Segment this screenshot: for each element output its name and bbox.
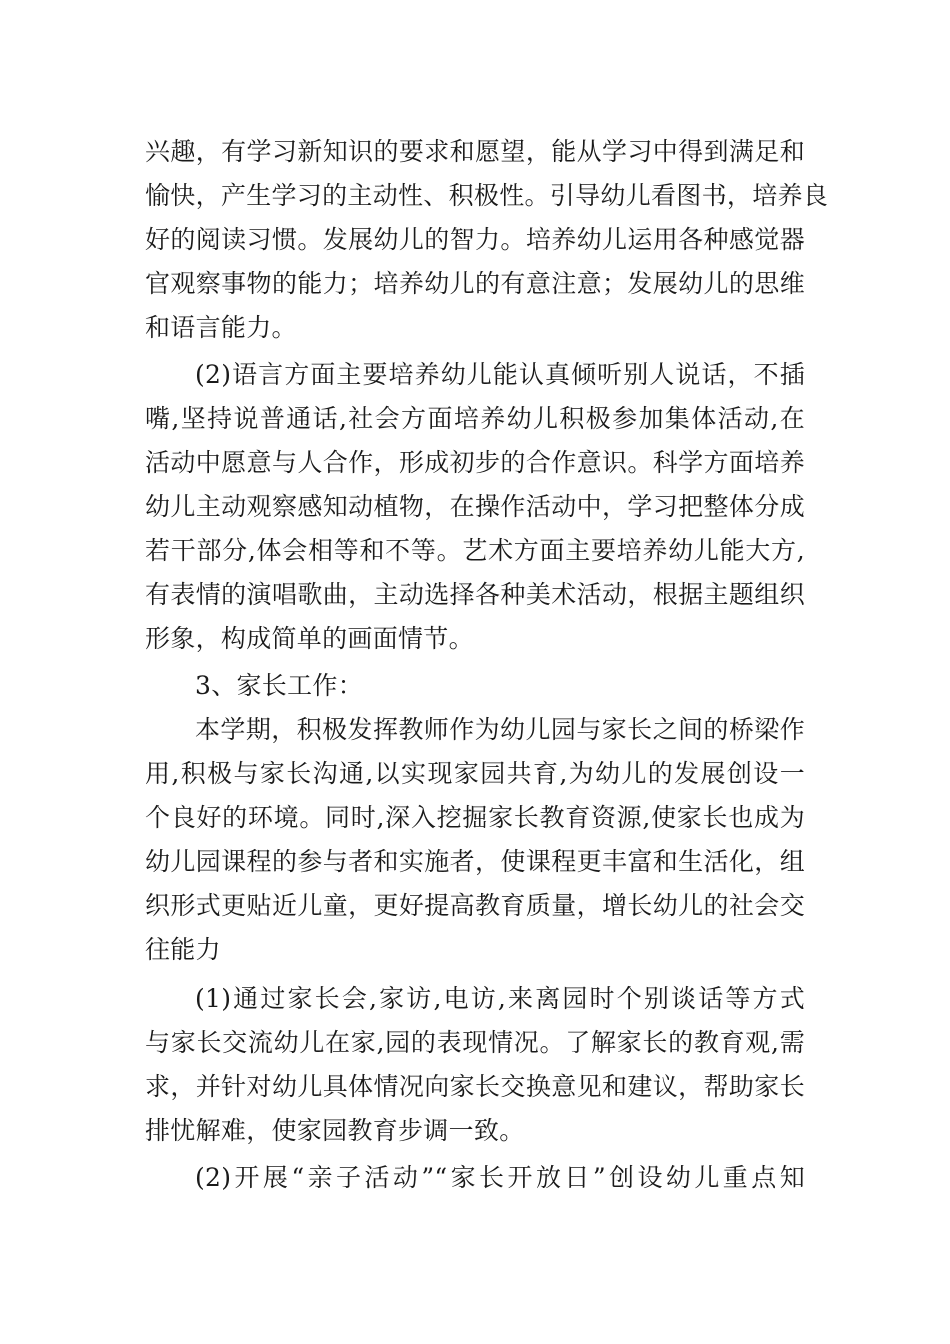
text-line: 有表情的演唱歌曲，主动选择各种美术活动，根据主题组织 bbox=[145, 580, 805, 609]
paragraph-first-line: 本学期，积极发挥教师作为幼儿园与家长之间的桥梁作 bbox=[195, 715, 805, 744]
text-line: 排忧解难，使家园教育步调一致。 bbox=[145, 1116, 525, 1145]
text-line: 愉快，产生学习的主动性、积极性。引导幼儿看图书，培养良 bbox=[145, 181, 829, 210]
text-line: 幼儿主动观察感知动植物，在操作活动中，学习把整体分成 bbox=[145, 492, 805, 521]
text-line: 求，并针对幼儿具体情况向家长交换意见和建议，帮助家长 bbox=[145, 1072, 805, 1101]
text-line: 活动中愿意与人合作，形成初步的合作意识。科学方面培养 bbox=[145, 448, 805, 477]
text-line: 与家长交流幼儿在家,园的表现情况。了解家长的教育观,需 bbox=[145, 1028, 805, 1057]
text-line: 形象，构成简单的画面情节。 bbox=[145, 624, 474, 653]
text-line: 兴趣，有学习新知识的要求和愿望，能从学习中得到满足和 bbox=[145, 137, 805, 166]
text-line: 幼儿园课程的参与者和实施者，使课程更丰富和生活化，组 bbox=[145, 847, 805, 876]
text-line: 个良好的环境。同时,深入挖掘家长教育资源,使家长也成为 bbox=[145, 803, 805, 832]
section-heading: 3、家长工作： bbox=[195, 671, 364, 700]
text-line: 往能力 bbox=[145, 935, 221, 964]
text-line: 用,积极与家长沟通,以实现家园共育,为幼儿的发展创设一 bbox=[145, 759, 805, 788]
paragraph-first-line: (1)通过家长会,家访,电访,来离园时个别谈话等方式 bbox=[195, 984, 805, 1013]
paragraph-first-line: (2)开展“亲子活动”“家长开放日”创设幼儿重点知 bbox=[195, 1163, 805, 1192]
text-line: 嘴,坚持说普通话,社会方面培养幼儿积极参加集体活动,在 bbox=[145, 404, 805, 433]
text-line: 织形式更贴近儿童，更好提高教育质量，增长幼儿的社会交 bbox=[145, 891, 805, 920]
text-line: 好的阅读习惯。发展幼儿的智力。培养幼儿运用各种感觉器 bbox=[145, 225, 805, 254]
text-line: 和语言能力。 bbox=[145, 313, 297, 342]
text-line: 若干部分,体会相等和不等。艺术方面主要培养幼儿能大方, bbox=[145, 536, 805, 565]
text-line: 官观察事物的能力；培养幼儿的有意注意；发展幼儿的思维 bbox=[145, 269, 805, 298]
paragraph-first-line: (2)语言方面主要培养幼儿能认真倾听别人说话，不插 bbox=[195, 360, 805, 389]
